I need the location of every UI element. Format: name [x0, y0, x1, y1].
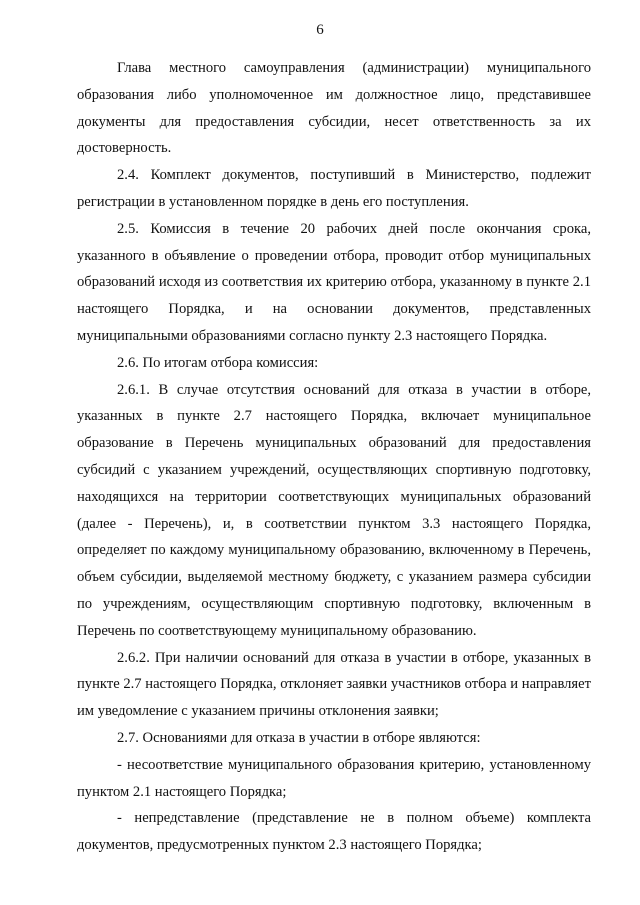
paragraph-2-6-2: 2.6.2. При наличии оснований для отказа в участии в отборе, указанных в пункте 2.7 настоящего Порядка, отклоняет заявки участников отбора и направляет им уведомление с указанием причины отклонения заявки;	[77, 649, 591, 720]
list-item-criterion-mismatch: - несоответствие муниципального образования критерию, установленному пунктом 2.1 настоящего Порядка;	[77, 756, 591, 800]
paragraph-responsibility: Глава местного самоуправления (администрации) муниципального образования либо уполномоченное им должностное лицо, представившее документы для предоставления субсидии, несет ответственность за их достоверность.	[77, 60, 591, 157]
list-item-missing-documents: - непредставление (представление не в полном объеме) комплекта документов, предусмотренных пунктом 2.3 настоящего Порядка;	[77, 810, 591, 854]
paragraph-2-7: 2.7. Основаниями для отказа в участии в отборе являются:	[117, 729, 481, 746]
paragraph-2-6-1: 2.6.1. В случае отсутствия оснований для отказа в участии в отборе, указанных в пункте 2.7 настоящего Порядка, включает муниципальное образование в Перечень муниципальных образований для предоставления субсидий с указанием учреждений, осуществляющих спортивную подготовку, находящихся на территории соответствующих муниципальных образований (далее - Перечень), и, в соответствии пунктом 3.3 настоящего Порядка, определяет по каждому муниципальному образованию, включенному в Перечень, объем субсидии, выделяемой местному бюджету, с указанием размера субсидии по учреждениям, осуществляющим спортивную подготовку, включенным в Перечень по соответствующему муниципальному образованию.	[77, 381, 591, 639]
page-number: 6	[316, 22, 324, 38]
paragraph-2-4: 2.4. Комплект документов, поступивший в Министерство, подлежит регистрации в установленном порядке в день его поступления.	[77, 167, 591, 210]
paragraph-2-5: 2.5. Комиссия в течение 20 рабочих дней после окончания срока, указанного в объявление о проведении отбора, проводит отбор муниципальных образований исходя из соответствия их критерию отбора, указанному в пункте 2.1 настоящего Порядка, и на основании документов, представленных муниципальными образованиями согласно пункту 2.3 настоящего Порядка.	[77, 220, 591, 344]
document-body	[77, 55, 591, 859]
paragraph-2-6: 2.6. По итогам отбора комиссия:	[117, 354, 319, 371]
